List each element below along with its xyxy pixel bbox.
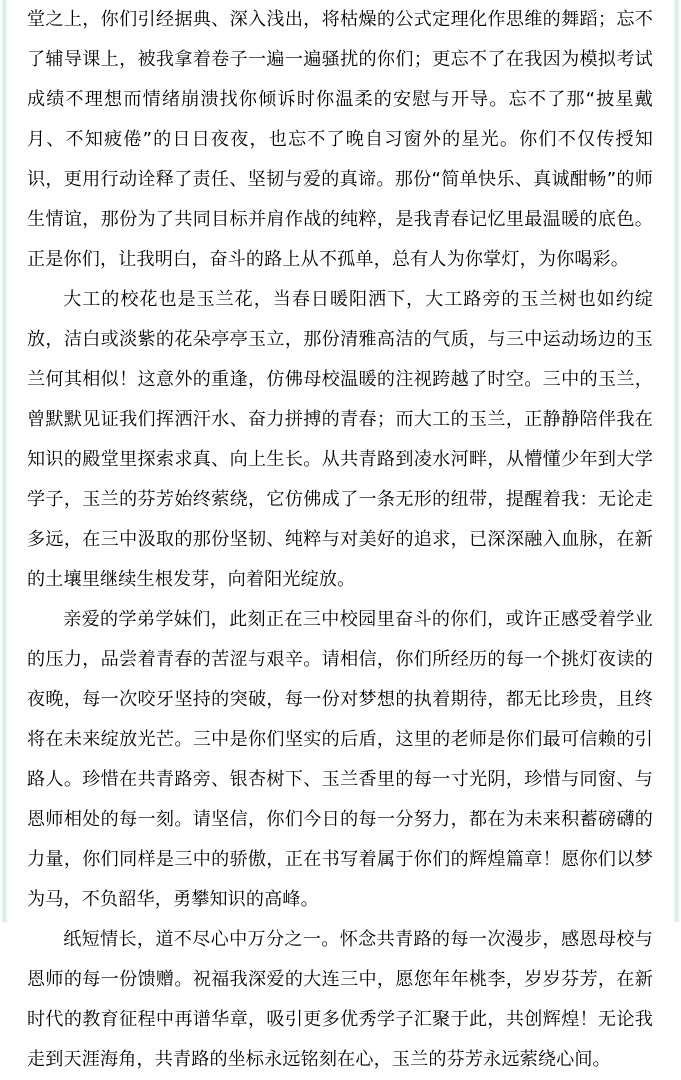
paragraph-juniors: 亲爱的学弟学妹们，此刻正在三中校园里奋斗的你们，或许正感受着学业的压力，品尝着青春的苦涩与艰辛。请相信，你们所经历的每一个挑灯夜读的夜晚，每一次咬牙坚持的突破，每一份对梦想的执着期待，都无比珍贵，且终将在未来绽放光芒。三中是你们坚实的后盾，这里的老师是你们最可信赖的引路人。珍惜在共青路旁、银杏树下、玉兰香里的每一寸光阴，珍惜与同窗、与恩师相处的每一刻。请坚信，你们今日的每一分努力，都在为未来积蓄磅礴的力量，你们同样是三中的骄傲，正在书写着属于你们的辉煌篇章！愿你们以梦为马，不负韶华，勇攀知识的高峰。 [27,609,653,910]
paragraph-magnolia: 大工的校花也是玉兰花，当春日暖阳洒下，大工路旁的玉兰树也如约绽放，洁白或淡紫的花朵亭亭玉立，那份清雅高洁的气质，与三中运动场边的玉兰何其相似！这意外的重逢，仿佛母校温暖的注视跨越了时空。三中的玉兰，曾默默见证我们挥洒汗水、奋力拼搏的青春；而大工的玉兰，正静静陪伴我在知识的殿堂里探索求真、向上生长。从共青路到凌水河畔，从懵懂少年到大学学子，玉兰的芬芳始终萦绕，它仿佛成了一条无形的纽带，提醒着我：无论走多远，在三中汲取的那份坚韧、纯粹与对美好的追求，已深深融入血脉，在新的土壤里继续生根发芽，向着阳光绽放。 [27,289,653,590]
paragraph-closing: 纸短情长，道不尽心中万分之一。怀念共青路的每一次漫步，感恩母校与恩师的每一份馈赠。祝福我深爱的大连三中，愿您年年桃李，岁岁芬芳，在新时代的教育征程中再谱华章，吸引更多优秀学子汇聚于此，共创辉煌！无论我走到天涯海角，共青路的坐标永远铭刻在心，玉兰的芬芳永远萦绕心间。 [27,929,653,1070]
letter-body [27,0,653,1080]
paragraph-continuation: 堂之上，你们引经据典、深入浅出，将枯燥的公式定理化作思维的舞蹈；忘不了辅导课上，被我拿着卷子一遍一遍骚扰的你们；更忘不了在我因为模拟考试成绩不理想而情绪崩溃找你倾诉时你温柔的安慰与开导。忘不了那“披星戴月、不知疲倦”的日日夜夜，也忘不了晚自习窗外的星光。你们不仅传授知识，更用行动诠释了责任、坚韧与爱的真谛。那份“简单快乐、真诚酣畅”的师生情谊，那份为了共同目标并肩作战的纯粹，是我青春记忆里最温暖的底色。正是你们，让我明白，奋斗的路上从不孤单，总有人为你掌灯，为你喝彩。 [27,9,653,270]
